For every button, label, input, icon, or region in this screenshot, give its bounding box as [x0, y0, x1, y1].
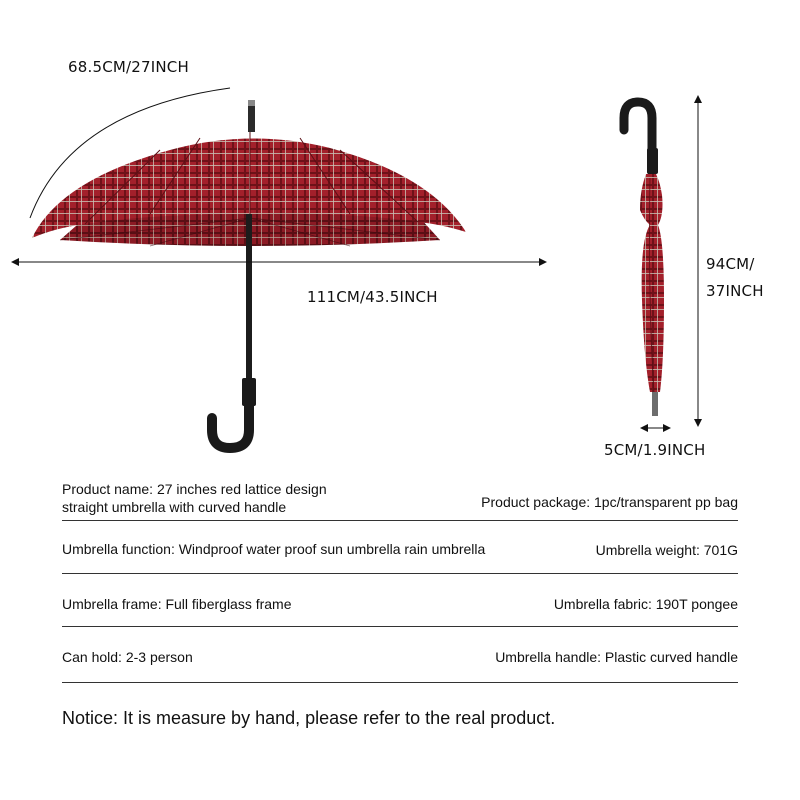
- spec-umbrella-function: Umbrella function: Windproof water proof sun umbrella rain umbrella: [62, 541, 486, 557]
- spec-row: [62, 573, 738, 627]
- closed-length-label-line2: 37INCH: [706, 282, 764, 300]
- spec-umbrella-weight: Umbrella weight: 701G: [595, 542, 738, 558]
- spec-row: [62, 626, 738, 683]
- open-diameter-label: 111CM/43.5INCH: [307, 288, 438, 306]
- curved-handle: [212, 404, 249, 448]
- closed-length-label-line1: 94CM/: [706, 255, 755, 273]
- spec-row: [62, 520, 738, 574]
- umbrella-shaft: [246, 214, 252, 382]
- spec-product-package: Product package: 1pc/transparent pp bag: [481, 494, 738, 510]
- closed-umbrella: [624, 102, 664, 416]
- arc-length-label: 68.5CM/27INCH: [68, 58, 189, 76]
- open-umbrella: [32, 100, 466, 448]
- spec-can-hold: Can hold: 2-3 person: [62, 649, 193, 665]
- spec-row: [62, 474, 738, 521]
- spec-umbrella-fabric: Umbrella fabric: 190T pongee: [553, 596, 738, 612]
- shaft-diameter-label: 5CM/1.9INCH: [604, 441, 706, 459]
- spec-umbrella-handle: Umbrella handle: Plastic curved handle: [495, 649, 738, 665]
- closed-tip: [652, 392, 658, 416]
- measurement-notice: Notice: It is measure by hand, please refer to the real product.: [62, 708, 556, 728]
- spec-product-name: Product name: 27 inches red lattice design straight umbrella with curved handle: [62, 481, 327, 515]
- spec-umbrella-frame: Umbrella frame: Full fiberglass frame: [62, 596, 292, 612]
